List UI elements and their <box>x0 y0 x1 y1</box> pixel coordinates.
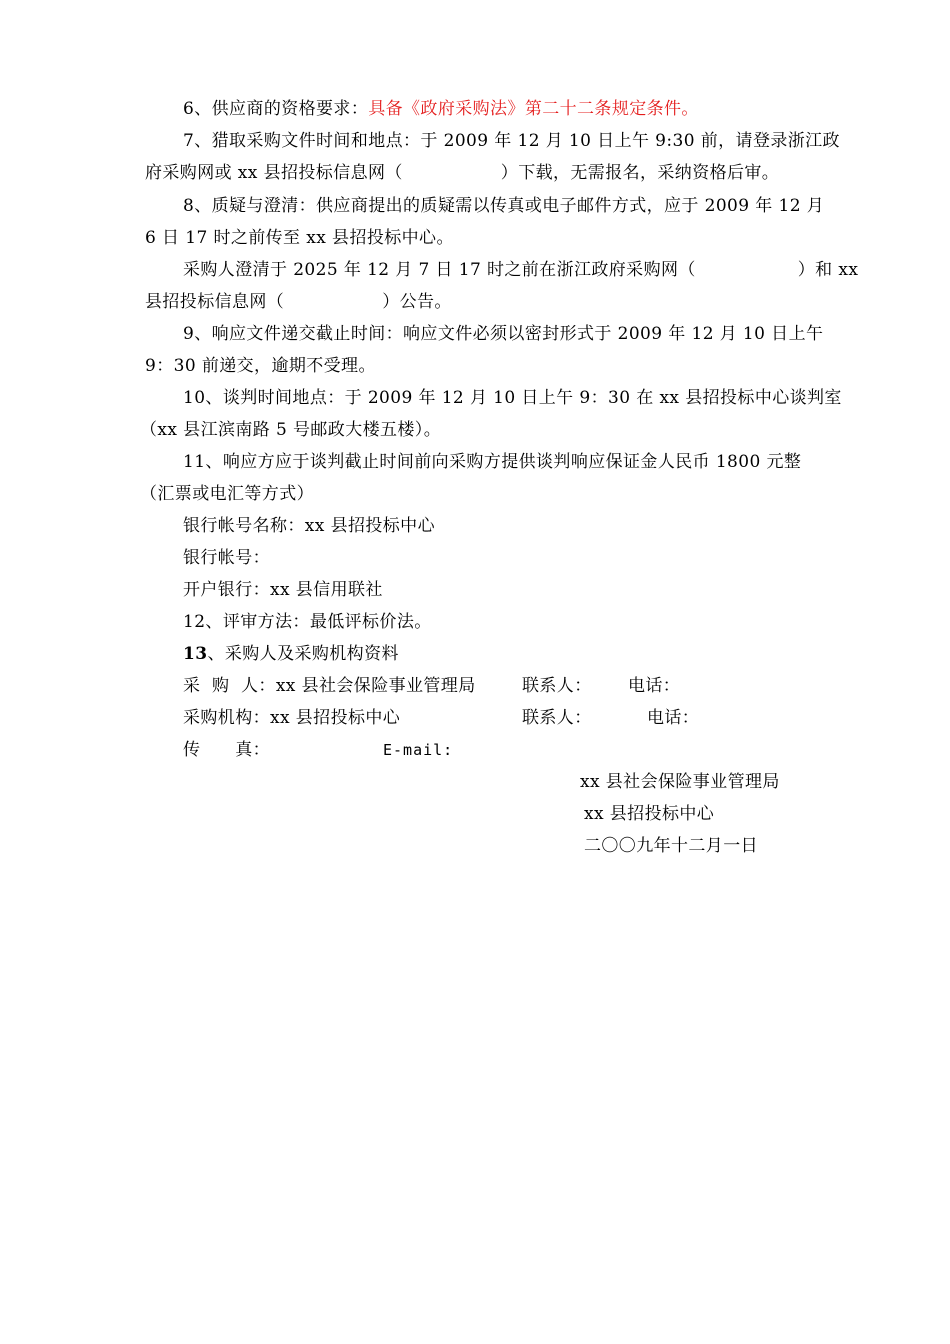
item12: 12、评审方法：最低评标价法。 <box>183 612 432 632</box>
item13-title: 、采购人及采购机构资料 <box>207 644 399 664</box>
item6-line <box>183 98 699 120</box>
signature-org1: xx 县社会保险事业管理局 <box>580 772 780 792</box>
clarify-line1 <box>183 259 858 281</box>
clarify-line2-a: 县招投标信息网（ <box>145 292 285 312</box>
bank-name: 开户银行：xx 县信用联社 <box>183 580 383 600</box>
item10-line2: （xx 县江滨南路 5 号邮政大楼五楼）。 <box>140 420 442 440</box>
item7-line2 <box>145 162 779 184</box>
item9-line1: 9、响应文件递交截止时间：响应文件必须以密封形式于 2009 年 12 月 10 日上午 <box>183 324 824 344</box>
item7-line1: 7、猎取采购文件时间和地点：于 2009 年 12 月 10 日上午 9:30 前，请登录浙江政 <box>183 131 840 151</box>
item6-highlight: 具备《政府采购法》第二十二条规定条件。 <box>368 99 699 119</box>
purchaser-contact: 联系人： <box>522 676 592 696</box>
signature-org2: xx 县招投标中心 <box>584 804 715 824</box>
clarify-line1-b: ）和 xx <box>797 260 859 280</box>
fax-label: 传 真： <box>183 740 271 760</box>
item11-line1: 11、响应方应于谈判截止时间前向采购方提供谈判响应保证金人民币 1800 元整 <box>183 452 802 472</box>
purchaser-phone: 电话： <box>628 676 681 696</box>
item7-line2-b: ）下载，无需报名，采纳资格后审。 <box>500 163 780 183</box>
item10-line1: 10、谈判时间地点：于 2009 年 12 月 10 日上午 9：30 在 xx 县招投标中心谈判室 <box>183 388 842 408</box>
agency-phone: 电话： <box>647 708 700 728</box>
signature-date: 二〇〇九年十二月一日 <box>584 836 758 856</box>
agency-label: 采购机构：xx 县招投标中心 <box>183 708 401 728</box>
item7-line2-a: 府采购网或 xx 县招投标信息网（ <box>145 163 403 183</box>
email-label: E-mail: <box>383 741 454 759</box>
clarify-line1-a: 采购人澄清于 2025 年 12 月 7 日 17 时之前在浙江政府采购网（ <box>183 260 696 280</box>
clarify-line2-b: ）公告。 <box>382 292 452 312</box>
item8-line2: 6 日 17 时之前传至 xx 县招投标中心。 <box>145 228 454 248</box>
clarify-line2 <box>145 291 452 313</box>
item13-num: 13 <box>183 644 208 664</box>
item9-line2: 9：30 前递交，逾期不受理。 <box>145 356 376 376</box>
purchaser-label: 采 购 人：xx 县社会保险事业管理局 <box>183 676 476 696</box>
agency-contact: 联系人： <box>522 708 592 728</box>
item13-heading <box>183 643 399 665</box>
item11-line2: （汇票或电汇等方式） <box>140 484 314 504</box>
item6-prefix: 6、供应商的资格要求： <box>183 99 369 119</box>
item8-line1: 8、质疑与澄清：供应商提出的质疑需以传真或电子邮件方式，应于 2009 年 12 月 <box>183 196 825 216</box>
bank-account-no: 银行帐号： <box>183 548 270 568</box>
bank-account-name: 银行帐号名称：xx 县招投标中心 <box>183 516 435 536</box>
